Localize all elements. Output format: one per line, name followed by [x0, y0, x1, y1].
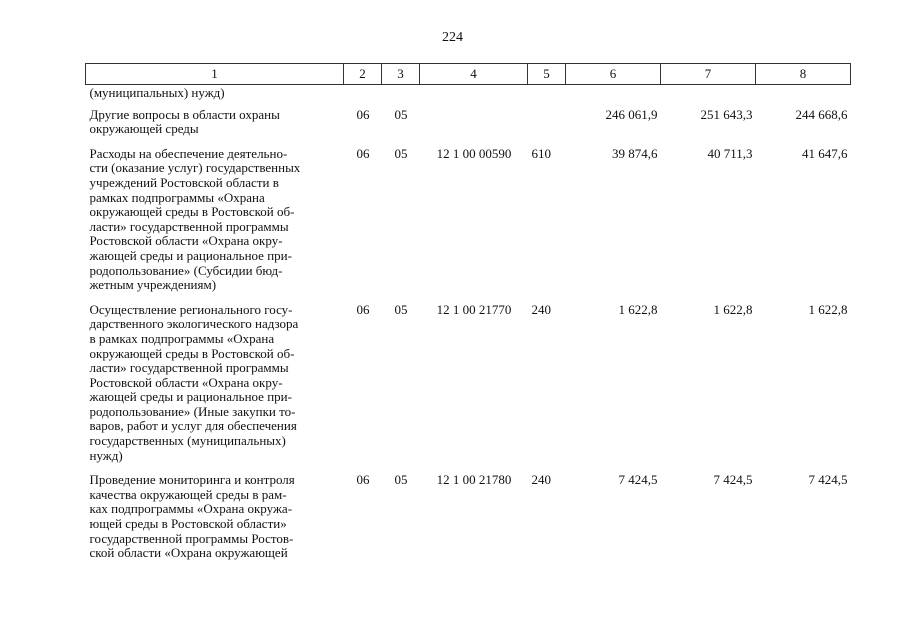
row-expense-type: 240: [531, 472, 551, 488]
row-section-code: 06: [356, 472, 370, 488]
column-header-1: 1: [86, 64, 344, 85]
budget-table: [85, 63, 851, 568]
row-expense-type: 240: [531, 301, 551, 317]
row-amount-col6: 246 061,9: [605, 106, 658, 122]
row-target-code: 12 1 00 00590: [436, 145, 512, 161]
row-amount-col8: 7 424,5: [808, 472, 848, 488]
table-row: [86, 470, 851, 568]
continuation-text: (муниципальных) нужд): [89, 85, 225, 100]
table-row: [86, 300, 851, 471]
row-description: Другие вопросы в области охраны окружающей среды: [89, 106, 280, 137]
continuation-row: [86, 85, 851, 105]
column-header-5: 5: [528, 64, 566, 85]
row-amount-col8: 1 622,8: [808, 301, 848, 317]
column-header-6: 6: [566, 64, 661, 85]
row-section-code: 06: [356, 106, 370, 122]
row-amount-col7: 7 424,5: [713, 472, 753, 488]
row-amount-col7: 40 711,3: [707, 145, 753, 161]
row-subsection-code: 05: [394, 472, 408, 488]
column-header-4: 4: [420, 64, 528, 85]
page-number: 224: [442, 30, 463, 45]
table-row: [86, 105, 851, 144]
row-amount-col6: 39 874,6: [612, 145, 658, 161]
row-description: Осуществление регионального госу- дарственного экологического надзора в рамках подпрограммы «Охрана окружающей среды в Ростовской об- ласти» государственной программы Ростовской области «Охрана окру- жающей среды и рациональное при- родопользование» (Иные закупки то- варов, работ и услуг для обеспечения государственных (муниципальных) нужд): [89, 301, 299, 463]
column-header-8: 8: [756, 64, 851, 85]
row-description: Расходы на обеспечение деятельно- сти (оказание услуг) государственных учреждений Ростовской области в рамках подпрограммы «Охрана окружающей среды в Ростовской об- ласти» государственной программы Ростовской области «Охрана окру- жающей среды и рациональное при- родопользование» (Субсидии бюд- жетным учреждениям): [89, 145, 301, 293]
row-section-code: 06: [356, 145, 370, 161]
column-header-2: 2: [344, 64, 382, 85]
row-description: Проведение мониторинга и контроля качества окружающей среды в рам- ках подпрограммы «Охрана окружа- ющей среды в Ростовской области» государственной программы Ростов- ской области «Охрана окружающей: [89, 472, 295, 561]
row-amount-col6: 7 424,5: [618, 472, 658, 488]
row-target-code: [420, 105, 528, 144]
row-target-code: 12 1 00 21770: [436, 301, 512, 317]
row-amount-col7: 1 622,8: [713, 301, 753, 317]
row-expense-type: [528, 105, 566, 144]
row-section-code: 06: [356, 301, 370, 317]
row-amount-col8: 244 668,6: [795, 106, 848, 122]
header-row: [86, 64, 851, 85]
row-amount-col7: 251 643,3: [700, 106, 753, 122]
row-subsection-code: 05: [394, 106, 408, 122]
row-subsection-code: 05: [394, 301, 408, 317]
row-amount-col8: 41 647,6: [802, 145, 848, 161]
column-header-7: 7: [661, 64, 756, 85]
table-row: [86, 144, 851, 300]
row-target-code: 12 1 00 21780: [436, 472, 512, 488]
row-expense-type: 610: [531, 145, 551, 161]
row-subsection-code: 05: [394, 145, 408, 161]
row-amount-col6: 1 622,8: [618, 301, 658, 317]
column-header-3: 3: [382, 64, 420, 85]
